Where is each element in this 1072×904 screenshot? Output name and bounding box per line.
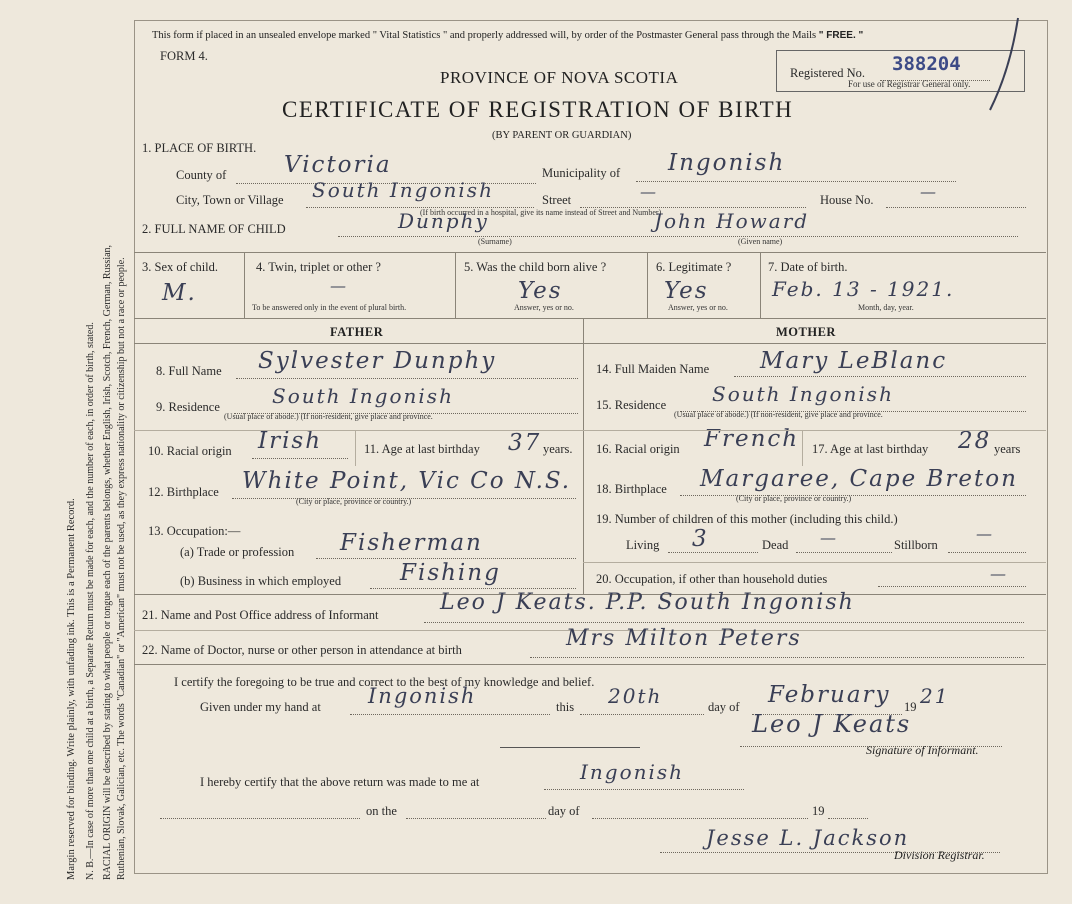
father-occupation-label: 13. Occupation:— xyxy=(148,524,241,538)
father-trade-label: (a) Trade or profession xyxy=(180,545,295,559)
month-value: February xyxy=(768,682,891,708)
given-place-value: Ingonish xyxy=(368,684,477,708)
father-birthplace-value: White Point, Vic Co N.S. xyxy=(242,468,572,494)
father-birthplace-label: 12. Birthplace xyxy=(148,485,219,499)
certificate-subtitle: (BY PARENT OR GUARDIAN) xyxy=(492,130,632,141)
mother-age-value: 28 xyxy=(958,428,992,454)
registrar-use-note: For use of Registrar General only. xyxy=(848,79,971,89)
street-value: — xyxy=(640,182,658,201)
alive-note: Answer, yes or no. xyxy=(514,303,574,312)
living-value: 3 xyxy=(692,526,709,552)
father-age-label: 11. Age at last birthday xyxy=(364,442,480,456)
mother-birthplace-label: 18. Birthplace xyxy=(596,482,667,496)
attendant-label: 22. Name of Doctor, nurse or other person in attendance at birth xyxy=(142,643,462,657)
twin-note: To be answered only in the event of plural birth. xyxy=(252,303,407,312)
day-of-label: day of xyxy=(708,700,740,714)
legitimate-note: Answer, yes or no. xyxy=(668,303,728,312)
city-value: South Ingonish xyxy=(312,178,494,202)
father-residence-value: South Ingonish xyxy=(272,384,454,408)
margin-note-1: Margin reserved for binding. Write plainly, with unfading ink. This is a Permanent Record. xyxy=(66,498,77,880)
mother-residence-label: 15. Residence xyxy=(596,398,667,412)
form-number: FORM 4. xyxy=(160,49,208,63)
informant-value: Leo J Keats. P.P. South Ingonish xyxy=(440,590,855,615)
dead-value: — xyxy=(820,528,838,547)
father-name-value: Sylvester Dunphy xyxy=(258,348,497,374)
mother-residence-value: South Ingonish xyxy=(712,382,894,406)
registrar-statement: I hereby certify that the above return was made to me at xyxy=(200,775,480,789)
county-value: Victoria xyxy=(284,152,392,178)
sex-value: M. xyxy=(162,280,197,306)
father-birthplace-note: (City or place, province or country.) xyxy=(296,497,412,506)
child-surname: Dunphy xyxy=(398,209,489,233)
father-residence-label: 9. Residence xyxy=(156,400,220,414)
province-title: PROVINCE OF NOVA SCOTIA xyxy=(440,68,679,87)
house-value: — xyxy=(920,182,938,201)
registered-number: 388204 xyxy=(892,53,961,75)
on-the-label: on the xyxy=(366,804,397,818)
father-heading: FATHER xyxy=(330,325,384,339)
registrar-signature: Jesse L. Jackson xyxy=(706,826,910,850)
legitimate-label: 6. Legitimate ? xyxy=(656,260,732,274)
mother-race-label: 16. Racial origin xyxy=(596,442,680,456)
dob-value: Feb. 13 - 1921. xyxy=(772,277,955,301)
father-residence-note: (Usual place of abode.) (If non-resident, give place and province. xyxy=(224,412,433,421)
house-label: House No. xyxy=(820,193,874,207)
certify-statement: I certify the foregoing to be true and correct to the best of my knowledge and belief. xyxy=(174,675,595,689)
registered-label: Registered No. xyxy=(790,66,865,80)
given-caption: (Given name) xyxy=(738,237,783,246)
father-race-value: Irish xyxy=(258,428,323,454)
legitimate-value: Yes xyxy=(664,278,709,304)
pen-stroke xyxy=(980,10,1030,120)
mother-birthplace-note: (City or place, province or country.) xyxy=(736,494,852,503)
mail-note: This form if placed in an unsealed envelope marked " Vital Statistics " and properly addressed will, by order of the Postmaster General pass through the Mails " FREE. " xyxy=(152,30,864,41)
county-label: County of xyxy=(176,168,227,182)
day-value: 20th xyxy=(608,684,663,708)
mother-birthplace-value: Margaree, Cape Breton xyxy=(700,466,1018,492)
dob-note: Month, day, year. xyxy=(858,303,914,312)
father-race-label: 10. Racial origin xyxy=(148,444,232,458)
margin-note-4: Ruthenian, Slovak, Galician, etc. The words "Canadian" or "American" must not be used, as they express nationality or citizenship but not a race or people. xyxy=(116,257,127,880)
mother-name-value: Mary LeBlanc xyxy=(760,348,948,374)
margin-note-3: RACIAL ORIGIN will be described by stating to what people or tongue each of the parents belongs, whether English, Irish, Scotch, French, German, Russian, xyxy=(102,244,113,880)
stillborn-value: — xyxy=(976,524,994,543)
child-name-label: 2. FULL NAME OF CHILD xyxy=(142,222,286,236)
child-given-name: John Howard xyxy=(654,209,810,233)
hospital-note: (If birth occurred in a hospital, give its name instead of Street and Number) xyxy=(420,208,662,217)
twin-value: — xyxy=(330,276,348,295)
attendant-value: Mrs Milton Peters xyxy=(566,626,802,651)
surname-caption: (Surname) xyxy=(478,237,512,246)
municipality-label: Municipality of xyxy=(542,166,621,180)
mother-years-label: years xyxy=(994,442,1021,456)
street-label: Street xyxy=(542,193,572,207)
father-age-value: 37 xyxy=(508,430,542,456)
city-label: City, Town or Village xyxy=(176,193,284,207)
informant-label: 21. Name and Post Office address of Informant xyxy=(142,608,379,622)
father-years-label: years. xyxy=(543,442,573,456)
dead-label: Dead xyxy=(762,538,789,552)
division-registrar-label: Division Registrar. xyxy=(894,848,985,862)
father-name-label: 8. Full Name xyxy=(156,364,222,378)
informant-signature: Leo J Keats xyxy=(752,710,912,738)
dob-label: 7. Date of birth. xyxy=(768,260,848,274)
twin-label: 4. Twin, triplet or other ? xyxy=(256,260,381,274)
children-count-label: 19. Number of children of this mother (including this child.) xyxy=(596,512,898,526)
registrar-place-value: Ingonish xyxy=(580,760,685,784)
year-prefix: 19 xyxy=(904,700,917,714)
sex-label: 3. Sex of child. xyxy=(142,260,219,274)
informant-signature-label: Signature of Informant. xyxy=(866,743,979,757)
father-business-label: (b) Business in which employed xyxy=(180,574,342,588)
mother-heading: MOTHER xyxy=(776,325,836,339)
place-section-label: 1. PLACE OF BIRTH. xyxy=(142,141,257,155)
given-under-label: Given under my hand at xyxy=(200,700,321,714)
father-business-value: Fishing xyxy=(400,560,501,586)
mother-occupation-value: — xyxy=(990,564,1008,583)
margin-note-2: N. B.—In case of more than one child at a birth, a Separate Return must be made for each, and the number of each, in order of birth, stated. xyxy=(85,322,96,880)
certificate-title: CERTIFICATE OF REGISTRATION OF BIRTH xyxy=(282,97,794,122)
free-stamp: " FREE. " xyxy=(818,30,864,41)
mother-residence-note: (Usual place of abode.) (If non-resident, give place and province. xyxy=(674,410,883,419)
stillborn-label: Stillborn xyxy=(894,538,938,552)
registrar-year-prefix: 19 xyxy=(812,804,825,818)
mother-name-label: 14. Full Maiden Name xyxy=(596,362,710,376)
living-label: Living xyxy=(626,538,660,552)
year-value: 21 xyxy=(920,684,950,708)
municipality-value: Ingonish xyxy=(668,150,786,176)
father-trade-value: Fisherman xyxy=(340,530,483,556)
registrar-day-of-label: day of xyxy=(548,804,580,818)
alive-value: Yes xyxy=(518,278,563,304)
mother-age-label: 17. Age at last birthday xyxy=(812,442,929,456)
alive-label: 5. Was the child born alive ? xyxy=(464,260,607,274)
mother-race-value: French xyxy=(704,426,800,452)
this-label: this xyxy=(556,700,575,714)
mother-occupation-label: 20. Occupation, if other than household duties xyxy=(596,572,828,586)
